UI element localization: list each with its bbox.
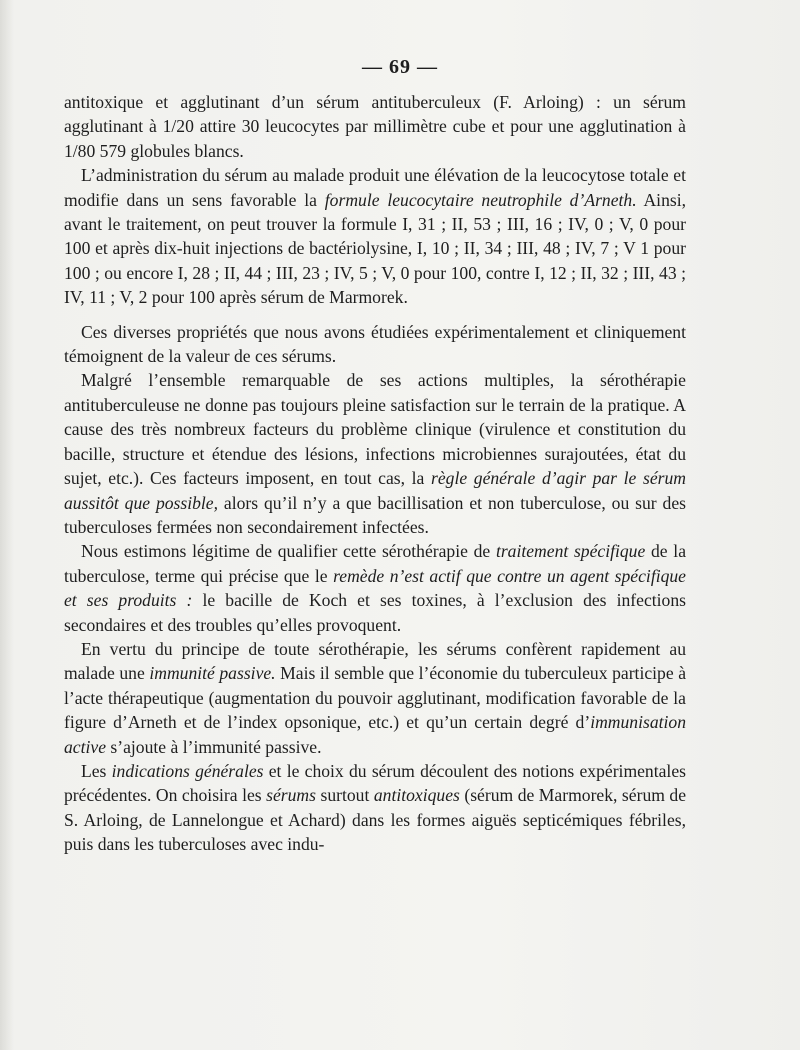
text-run: antitoxique et agglutinant d’un sérum antituberculeux (F. Arloing) : un sérum agglutinant à 1/20 attire 30 leucocytes par millimètre cube et pour une agglutination à 1/80 579 globules blancs. xyxy=(64,92,686,161)
paragraph xyxy=(64,539,686,637)
text-run: le bacille de Koch et ses toxines, à l’exclusion des infections secondaires et des troubles qu’elles provoquent. xyxy=(64,590,687,635)
italic-phrase: indications générales xyxy=(111,760,264,781)
paragraph xyxy=(64,163,686,309)
text-run: Malgré l’ensemble remarquable de ses actions multiples, la sérothérapie antituberculeuse ne donne pas toujours pleine satisfaction sur le terrain de la pratique. A cause des très nombreux facteurs du problème clinique (virulence et constitution du bacille, structure et étendue des lésions, infections microbiennes surajoutées, état du sujet, etc.). Ces facteurs imposent, en tout cas, la xyxy=(64,370,686,489)
text-run: En vertu du principe de toute sérothérapie, les sérums confèrent rapidement au malade une xyxy=(64,638,686,684)
italic-phrase: immunisation active xyxy=(64,712,686,757)
page-number: — 69 — xyxy=(362,56,438,78)
text-run: Ainsi, avant le traitement, on peut trouver la formule I, 31 ; II, 53 ; III, 16 ; IV, 0 ; V, 0 pour 100 et après dix-huit injections de bactériolysine, I, 10 ; II, 34 ; III, 48 ; IV, 7 ; V 1 pour 100 ; ou encore I, 28 ; II, 44 ; III, 23 ; IV, 5 ; V, 0 pour 100, contre I, 12 ; II, 32 ; III, 43 ; IV, 11 ; V, 2 pour 100 après sérum de Marmorek. xyxy=(64,189,686,308)
text-run: alors qu’il n’y a que bacillisation et non tuberculose, ou sur des tuberculoses fermées non secondairement infectées. xyxy=(64,492,686,537)
italic-phrase: traitement spécifique xyxy=(495,541,646,562)
text-run: s’ajoute à l’immunité passive. xyxy=(106,736,322,757)
paragraph xyxy=(64,637,686,759)
text-run: Mais il semble que l’économie du tuberculeux participe à l’acte thérapeutique (augmentation du pouvoir agglutinant, modification favorable de la figure d’Arneth et de l’index opsonique, etc.) et qu’un certain degré d’ xyxy=(64,663,687,733)
text-run: de la tuberculose, terme qui précise que le xyxy=(64,541,686,586)
text-run: Nous estimons légitime de qualifier cette sérothérapie de xyxy=(81,541,496,562)
italic-phrase: antitoxiques xyxy=(373,785,460,806)
italic-phrase: sérums xyxy=(266,785,316,806)
text-run: Ces diverses propriétés que nous avons étudiées expérimentalement et cliniquement témoignent de la valeur de ces sérums. xyxy=(64,321,686,367)
paragraph xyxy=(64,368,686,539)
text-run: L’administration du sérum au malade produit une élévation de la leucocytose totale et modifie dans un sens favorable la xyxy=(64,165,686,210)
text-run: et le choix du sérum découlent des notions expérimentales précédentes. On choisira les xyxy=(64,760,686,806)
text-run: Les xyxy=(81,760,112,781)
italic-phrase: remède n’est actif que contre un agent spécifique et ses produits : xyxy=(64,565,686,611)
text-run: (sérum de Marmorek, sérum de S. Arloing, de Lannelongue et Achard) dans les formes aiguës septicémiques fébriles, puis dans les tuberculoses avec indu- xyxy=(64,785,687,855)
body-text xyxy=(64,90,686,857)
italic-phrase: règle générale d’agir par le sérum aussitôt que possible, xyxy=(64,468,686,513)
text-run: surtout xyxy=(315,785,374,806)
paragraph xyxy=(64,759,686,857)
italic-phrase: formule leucocytaire neutrophile d’Arneth. xyxy=(324,189,637,210)
paragraph xyxy=(64,90,686,163)
paragraph xyxy=(64,320,686,369)
italic-phrase: immunité passive. xyxy=(149,663,276,684)
